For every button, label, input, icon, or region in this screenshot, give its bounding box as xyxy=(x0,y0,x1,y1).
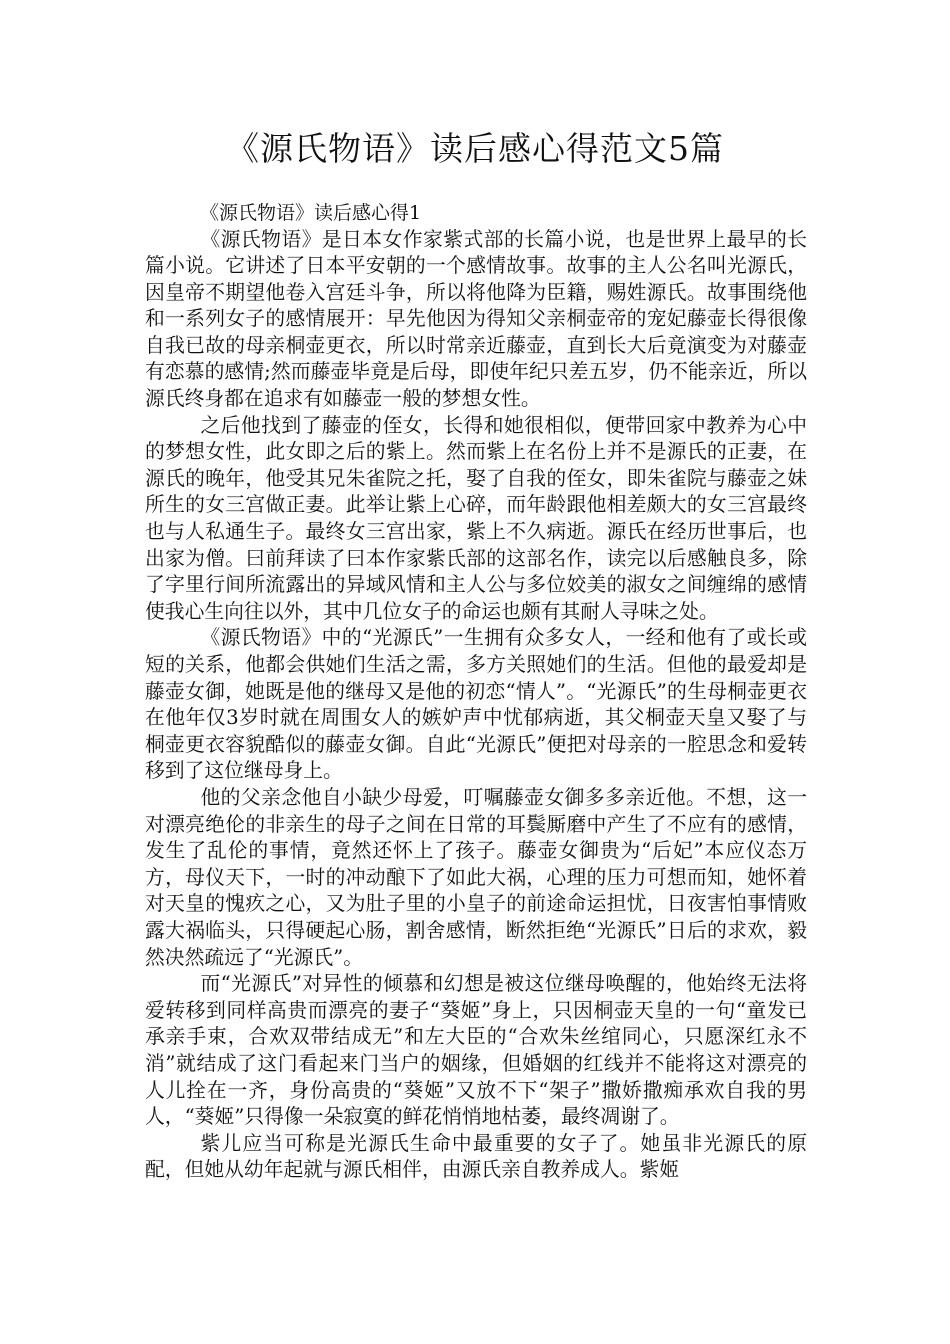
document-title: 《源氏物语》读后感心得范文5篇 xyxy=(226,129,724,168)
paragraph: 《源氏物语》中的“光源氏”一生拥有众多女人，一经和他有了或长或短的关系，他都会供她们生活之需，多方关照她们的生活。但他的最爱却是藤壶女御，她既是他的继母又是他的初恋“情人”。“光源氏”的生母桐壶更衣在他年仅3岁时就在周围女人的嫉妒声中忧郁病逝，其父桐壶天皇又娶了与桐壶更衣容貌酷似的藤壶女御。自此“光源氏”便把对母亲的一腔思念和爱转移到了这位继母身上。 xyxy=(145,626,807,783)
paragraph: 紫儿应当可称是光源氏生命中最重要的女子了。她虽非光源氏的原配，但她从幼年起就与源氏相伴，由源氏亲自教养成人。紫姬 xyxy=(145,1131,807,1182)
paragraph: 之后他找到了藤壶的侄女，长得和她很相似，便带回家中教养为心中的梦想女性，此女即之后的紫上。然而紫上在名份上并不是源氏的正妻，在源氏的晚年，他受其兄朱雀院之托，娶了自我的侄女，即朱雀院与藤壶之妹所生的女三宫做正妻。此举让紫上心碎，而年龄跟他相差颇大的女三宫最终也与人私通生子。最终女三宫出家，紫上不久病逝。源氏在经历世事后，也出家为僧。曰前拜读了曰本作家紫氏部的这部名作，读完以后感触良多，除了字里行间所流露出的异域风情和主人公与多位姣美的淑女之间缠绵的感情使我心生向往以外，其中几位女子的命运也颇有其耐人寻味之处。 xyxy=(145,413,807,623)
document-body xyxy=(145,200,807,1184)
paragraph: 他的父亲念他自小缺少母爱，叮嘱藤壶女御多多亲近他。不想，这一对漂亮绝伦的非亲生的母子之间在日常的耳鬓厮磨中产生了不应有的感情，发生了乱伦的事情，竟然还怀上了孩子。藤壶女御贵为“后妃”本应仪态万方，母仪天下，一时的冲动酿下了如此大祸，心理的压力可想而知，她怀着对天皇的愧疚之心，又为肚子里的小皇子的前途命运担忧，日夜害怕事情败露大祸临头，只得硬起心肠，割舍感情，断然拒绝“光源氏”日后的求欢，毅然决然疏远了“光源氏”。 xyxy=(145,785,807,969)
section-heading: 《源氏物语》读后感心得1 xyxy=(200,202,422,224)
paragraph: 而“光源氏”对异性的倾慕和幻想是被这位继母唤醒的，他始终无法将爱转移到同样高贵而漂亮的妻子“葵姬”身上，只因桐壶天皇的一句“童发已承亲手束，合欢双带结成无”和左大臣的“合欢朱丝绾同心，只愿深红永不消”就结成了这门看起来门当户的姻缘，但婚姻的红线并不能将这对漂亮的人儿拴在一齐，身份高贵的“葵姬”又放不下“架子”撒娇撒痴承欢自我的男人，“葵姬”只得像一朵寂寞的鲜花悄悄地枯萎，最终凋谢了。 xyxy=(145,972,807,1129)
paragraph: 《源氏物语》是日本女作家紫式部的长篇小说，也是世界上最早的长篇小说。它讲述了日本平安朝的一个感情故事。故事的主人公名叫光源氏，因皇帝不期望他卷入宫廷斗争，所以将他降为臣籍，赐姓源氏。故事围绕他和一系列女子的感情展开：早先他因为得知父亲桐壶帝的宠妃藤壶长得很像自我已故的母亲桐壶更衣，所以时常亲近藤壶，直到长大后竟演变为对藤壶有恋慕的感情;然而藤壶毕竟是后母，即使年纪只差五岁，仍不能亲近，所以源氏终身都在追求有如藤壶一般的梦想女性。 xyxy=(145,227,807,411)
